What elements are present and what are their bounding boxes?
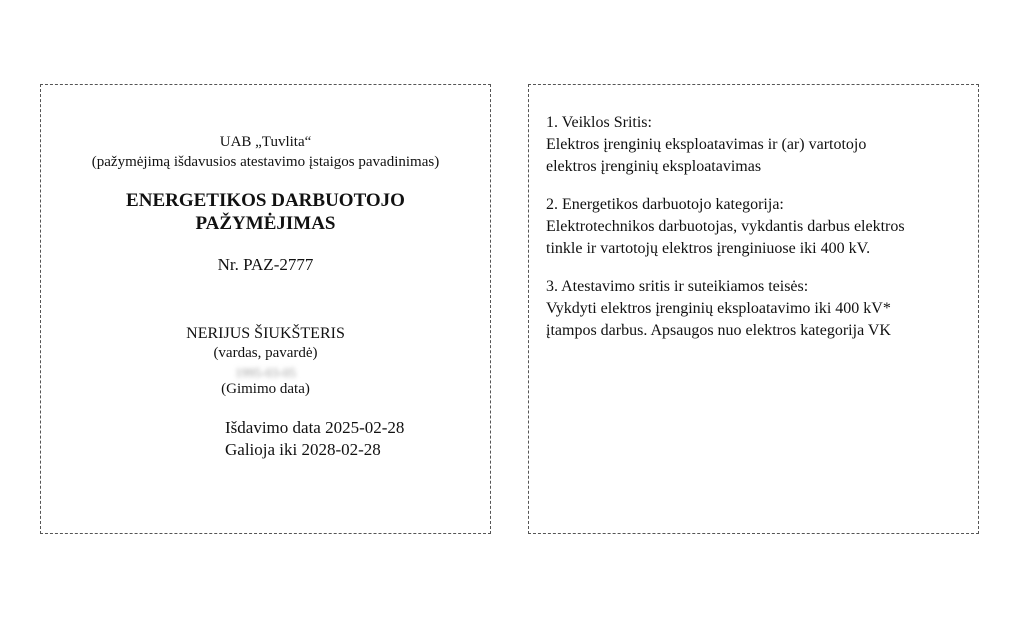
certificate-number: Nr. PAZ-2777	[217, 255, 314, 274]
certificate-title	[41, 189, 490, 235]
section-heading: 3. Atestavimo sritis ir suteikiamos teisės:	[546, 278, 809, 295]
section-line: Elektros įrenginių eksploatavimas ir (ar) vartotojo	[546, 136, 867, 153]
birth-date-caption: (Gimimo data)	[221, 381, 310, 397]
holder-name-caption: (vardas, pavardė)	[213, 345, 318, 361]
certificate-front-card	[40, 84, 491, 534]
section-line: Elektrotechnikos darbuotojas, vykdantis darbus elektros	[546, 218, 905, 235]
issue-date: Išdavimo data 2025-02-28	[225, 418, 405, 437]
certificate-back-card	[528, 84, 979, 534]
section-line: tinkle ir vartotojų elektros įrenginiuose iki 400 kV.	[546, 240, 871, 257]
section-activity-area	[546, 112, 966, 178]
certificate-title-line-2: PAŽYMĖJIMAS	[195, 213, 336, 234]
section-worker-category	[546, 194, 966, 260]
certificate-title-line-1: ENERGETIKOS DARBUOTOJO	[126, 190, 405, 211]
holder-name: NERIJUS ŠIUKŠTERIS	[186, 325, 345, 342]
section-certification-rights	[546, 276, 966, 342]
section-line: įtampos darbus. Apsaugos nuo elektros kategorija VK	[546, 322, 891, 339]
issuer-caption: (pažymėjimą išdavusios atestavimo įstaigos pavadinimas)	[91, 154, 440, 170]
valid-until-date: Galioja iki 2028-02-28	[225, 440, 381, 459]
issuer-name: UAB „Tuvlita“	[219, 134, 312, 150]
section-heading: 2. Energetikos darbuotojo kategorija:	[546, 196, 784, 213]
section-heading: 1. Veiklos Sritis:	[546, 114, 652, 131]
section-line: elektros įrenginių eksploatavimas	[546, 158, 762, 175]
section-line: Vykdyti elektros įrenginių eksploatavimo iki 400 kV*	[546, 300, 891, 317]
birth-date-redacted: 1995-03-05	[235, 365, 296, 380]
